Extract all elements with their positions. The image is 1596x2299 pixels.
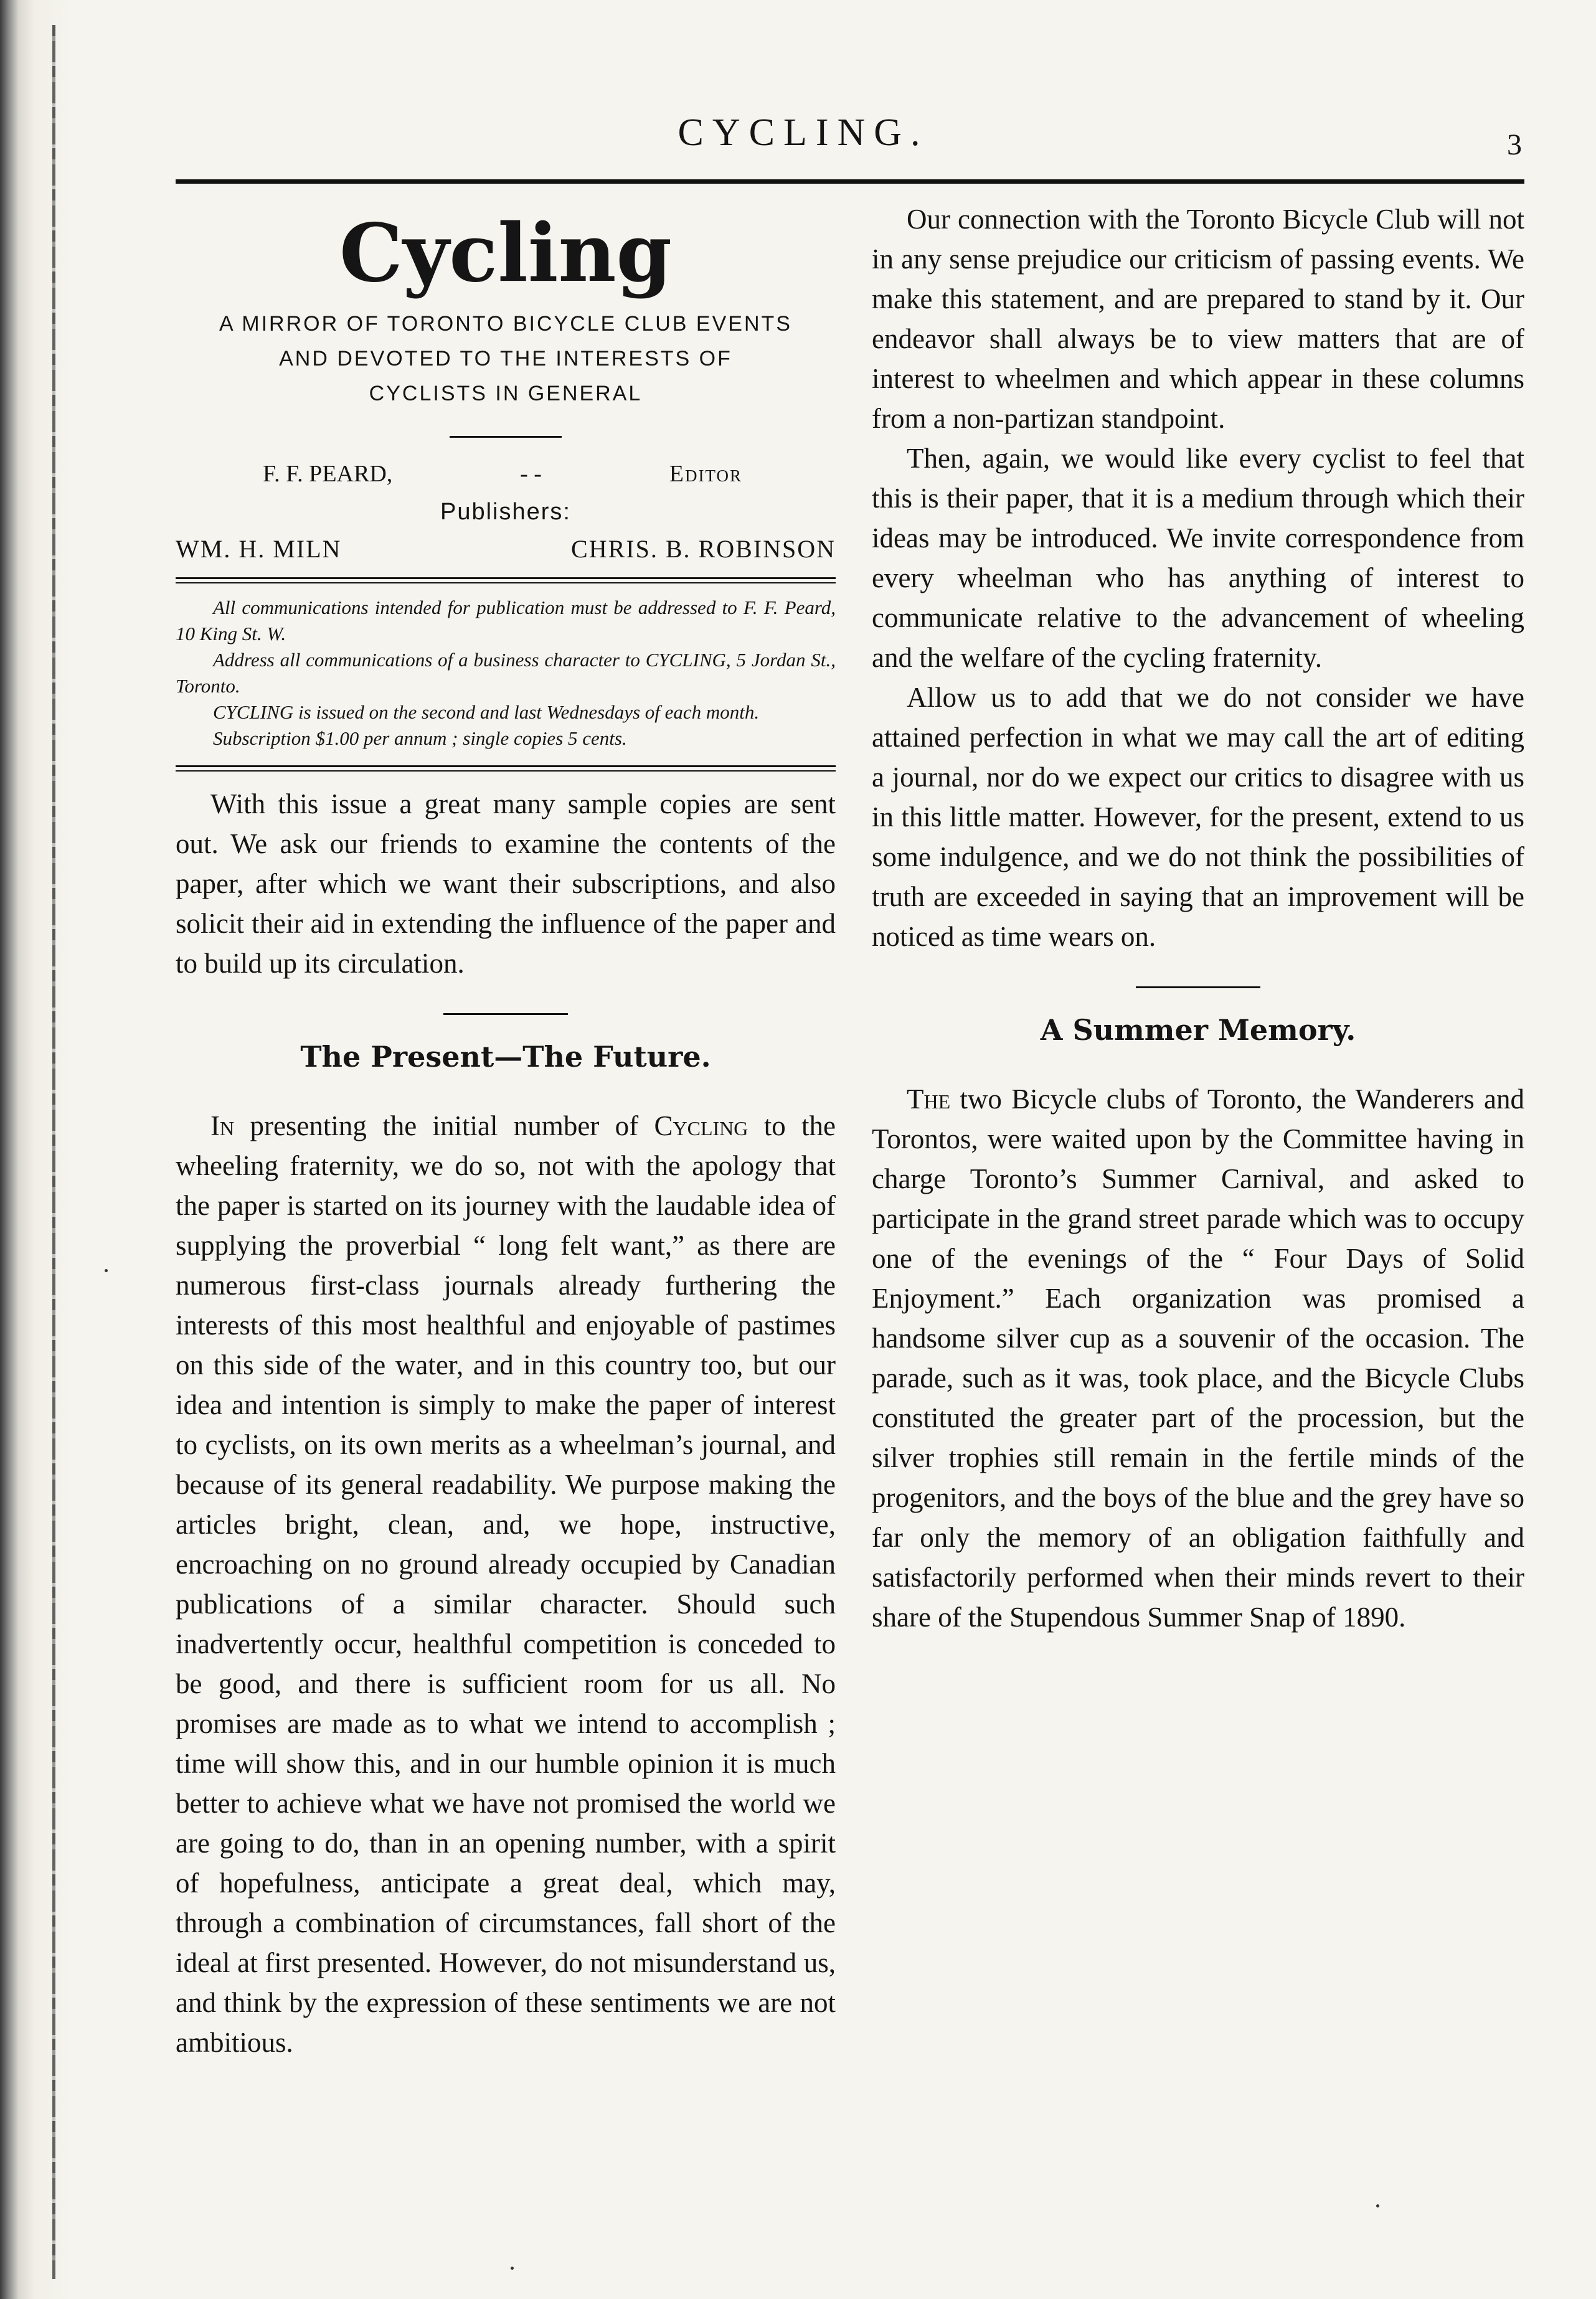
article-heading: A Summer Memory.	[1040, 1013, 1356, 1047]
intro-paragraph: With this issue a great many sample copies are sent out. We ask our friends to examine the contents of the paper, after which we want their subscriptions, and also solicit their aid in extending the influence of the paper and to build up its circulation.	[176, 788, 836, 979]
running-header: CYCLING.	[678, 111, 929, 154]
notice-line: Subscription $1.00 per annum ; single copies 5 cents.	[213, 727, 627, 749]
subtitle-line: AND DEVOTED TO THE INTERESTS OF	[279, 347, 732, 371]
section-divider	[1136, 986, 1260, 988]
article-text: two Bicycle clubs of Toronto, the Wanderers and Torontos, were waited upon by the Committee having in charge Toronto’s Summer Carnival, and asked to participate in the grand street parade which was to occupy one of the evenings of the “ Four Days of Solid Enjoyment.” Each organization was promised a handsome silver cup as a souvenir of the occasion. The parade, such as it was, took place, and the Bicycle Clubs constituted the greater part of the procession, but the silver trophies still remain in the fertile minds of the progenitors, and the boys of the blue and the grey have so far only the memory of an obligation faithfully and satisfactorily performed when their minds revert to their share of the Stupendous Summer Snap of 1890.	[872, 1083, 1524, 1633]
editor-label: Editor	[669, 461, 742, 487]
paper-name: Cycling	[654, 1110, 748, 1141]
header-rule	[176, 179, 1524, 184]
left-column	[176, 199, 836, 2062]
publishers-label: Publishers:	[440, 499, 571, 525]
notice-line: All communications intended for publication must be addressed to F. F. Peard, 10 King St. W.	[176, 597, 836, 644]
print-speck	[1376, 2204, 1379, 2207]
binding-edge	[0, 0, 73, 2299]
lead-in: The	[907, 1083, 951, 1115]
masthead-title: Cycling	[339, 207, 672, 300]
lead-in: In	[210, 1110, 235, 1141]
print-speck	[511, 2267, 514, 2270]
editor-dashes: - -	[520, 461, 542, 487]
right-column	[872, 199, 1524, 1637]
article-paragraph: Our connection with the Toronto Bicycle Club will not in any sense prejudice our criticism of passing events. We make this statement, and are prepared to stand by it. Our endeavor shall always be to view matters that are of interest to wheelmen and which appear in these columns from a non-partizan standpoint.	[872, 204, 1524, 434]
publisher-name: CHRIS. B. ROBINSON	[571, 535, 836, 563]
page-number: 3	[1507, 128, 1522, 161]
article-paragraph	[176, 1106, 836, 2062]
article-text: to the wheeling fraternity, we do so, not with the apology that the paper is started on its journey with the laudable idea of supplying the proverbial “ long felt want,” as there are numerous first-class journals already furthering the interests of this most healthful and enjoyable of pastimes on this side of the water, and in this country too, but our idea and intention is simply to make the paper of interest to cyclists, on its own merits as a wheelman’s journal, and because of its general readability. We purpose making the articles bright, clean, and, we hope, instructive, encroaching on no ground already occupied by Canadian publications of a similar character. Should such inadvertently occur, healthful competition is conceded to be good, and there is sufficient room for us all. No promises are made as to what we intend to accomplish ; time will show this, and in our humble opinion it is much better to achieve what we have not promised the world we are going to do, than in an opening number, with a spirit of hopefulness, anticipate a great deal, which may, through a combination of circumstances, fall short of the ideal at first presented. However, do not misunderstand us, and think by the expression of these sentiments we are not ambitious.	[176, 1110, 836, 2058]
subtitle-line: CYCLISTS IN GENERAL	[369, 382, 643, 405]
editor-line	[176, 460, 836, 488]
article-heading: The Present—The Future.	[300, 1040, 711, 1074]
article-text: presenting the initial number of	[250, 1110, 639, 1141]
section-divider	[443, 1013, 568, 1015]
publication-notice	[176, 595, 836, 752]
notice-rule-bottom	[176, 765, 836, 772]
binding-stitch	[52, 25, 55, 2279]
print-speck	[105, 1269, 108, 1272]
publisher-name: WM. H. MILN	[176, 535, 342, 563]
article-paragraph: Then, again, we would like every cyclist to feel that this is their paper, that it is a medium through which their ideas may be introduced. We invite correspondence from every wheelman who has anything of interest to communicate relative to the advancement of wheeling and the welfare of the cycling fraternity.	[872, 443, 1524, 673]
publishers-row	[176, 534, 836, 564]
subtitle-line: A MIRROR OF TORONTO BICYCLE CLUB EVENTS	[219, 312, 792, 336]
editor-name: F. F. PEARD,	[263, 461, 393, 487]
masthead-subtitle	[176, 306, 836, 411]
notice-rule-top	[176, 577, 836, 583]
article-paragraph	[872, 1079, 1524, 1637]
notice-line: CYCLING is issued on the second and last Wednesdays of each month.	[213, 701, 760, 723]
masthead-divider	[450, 436, 562, 438]
notice-line: Address all communications of a business character to CYCLING, 5 Jordan St., Toronto.	[176, 649, 836, 697]
article-paragraph: Allow us to add that we do not consider we have attained perfection in what we may call the art of editing a journal, nor do we expect our critics to disagree with us in this little matter. However, for the present, extend to us some indulgence, and we do not think the possibilities of truth are exceeded in saying that an improvement will be noticed as time wears on.	[872, 682, 1524, 952]
